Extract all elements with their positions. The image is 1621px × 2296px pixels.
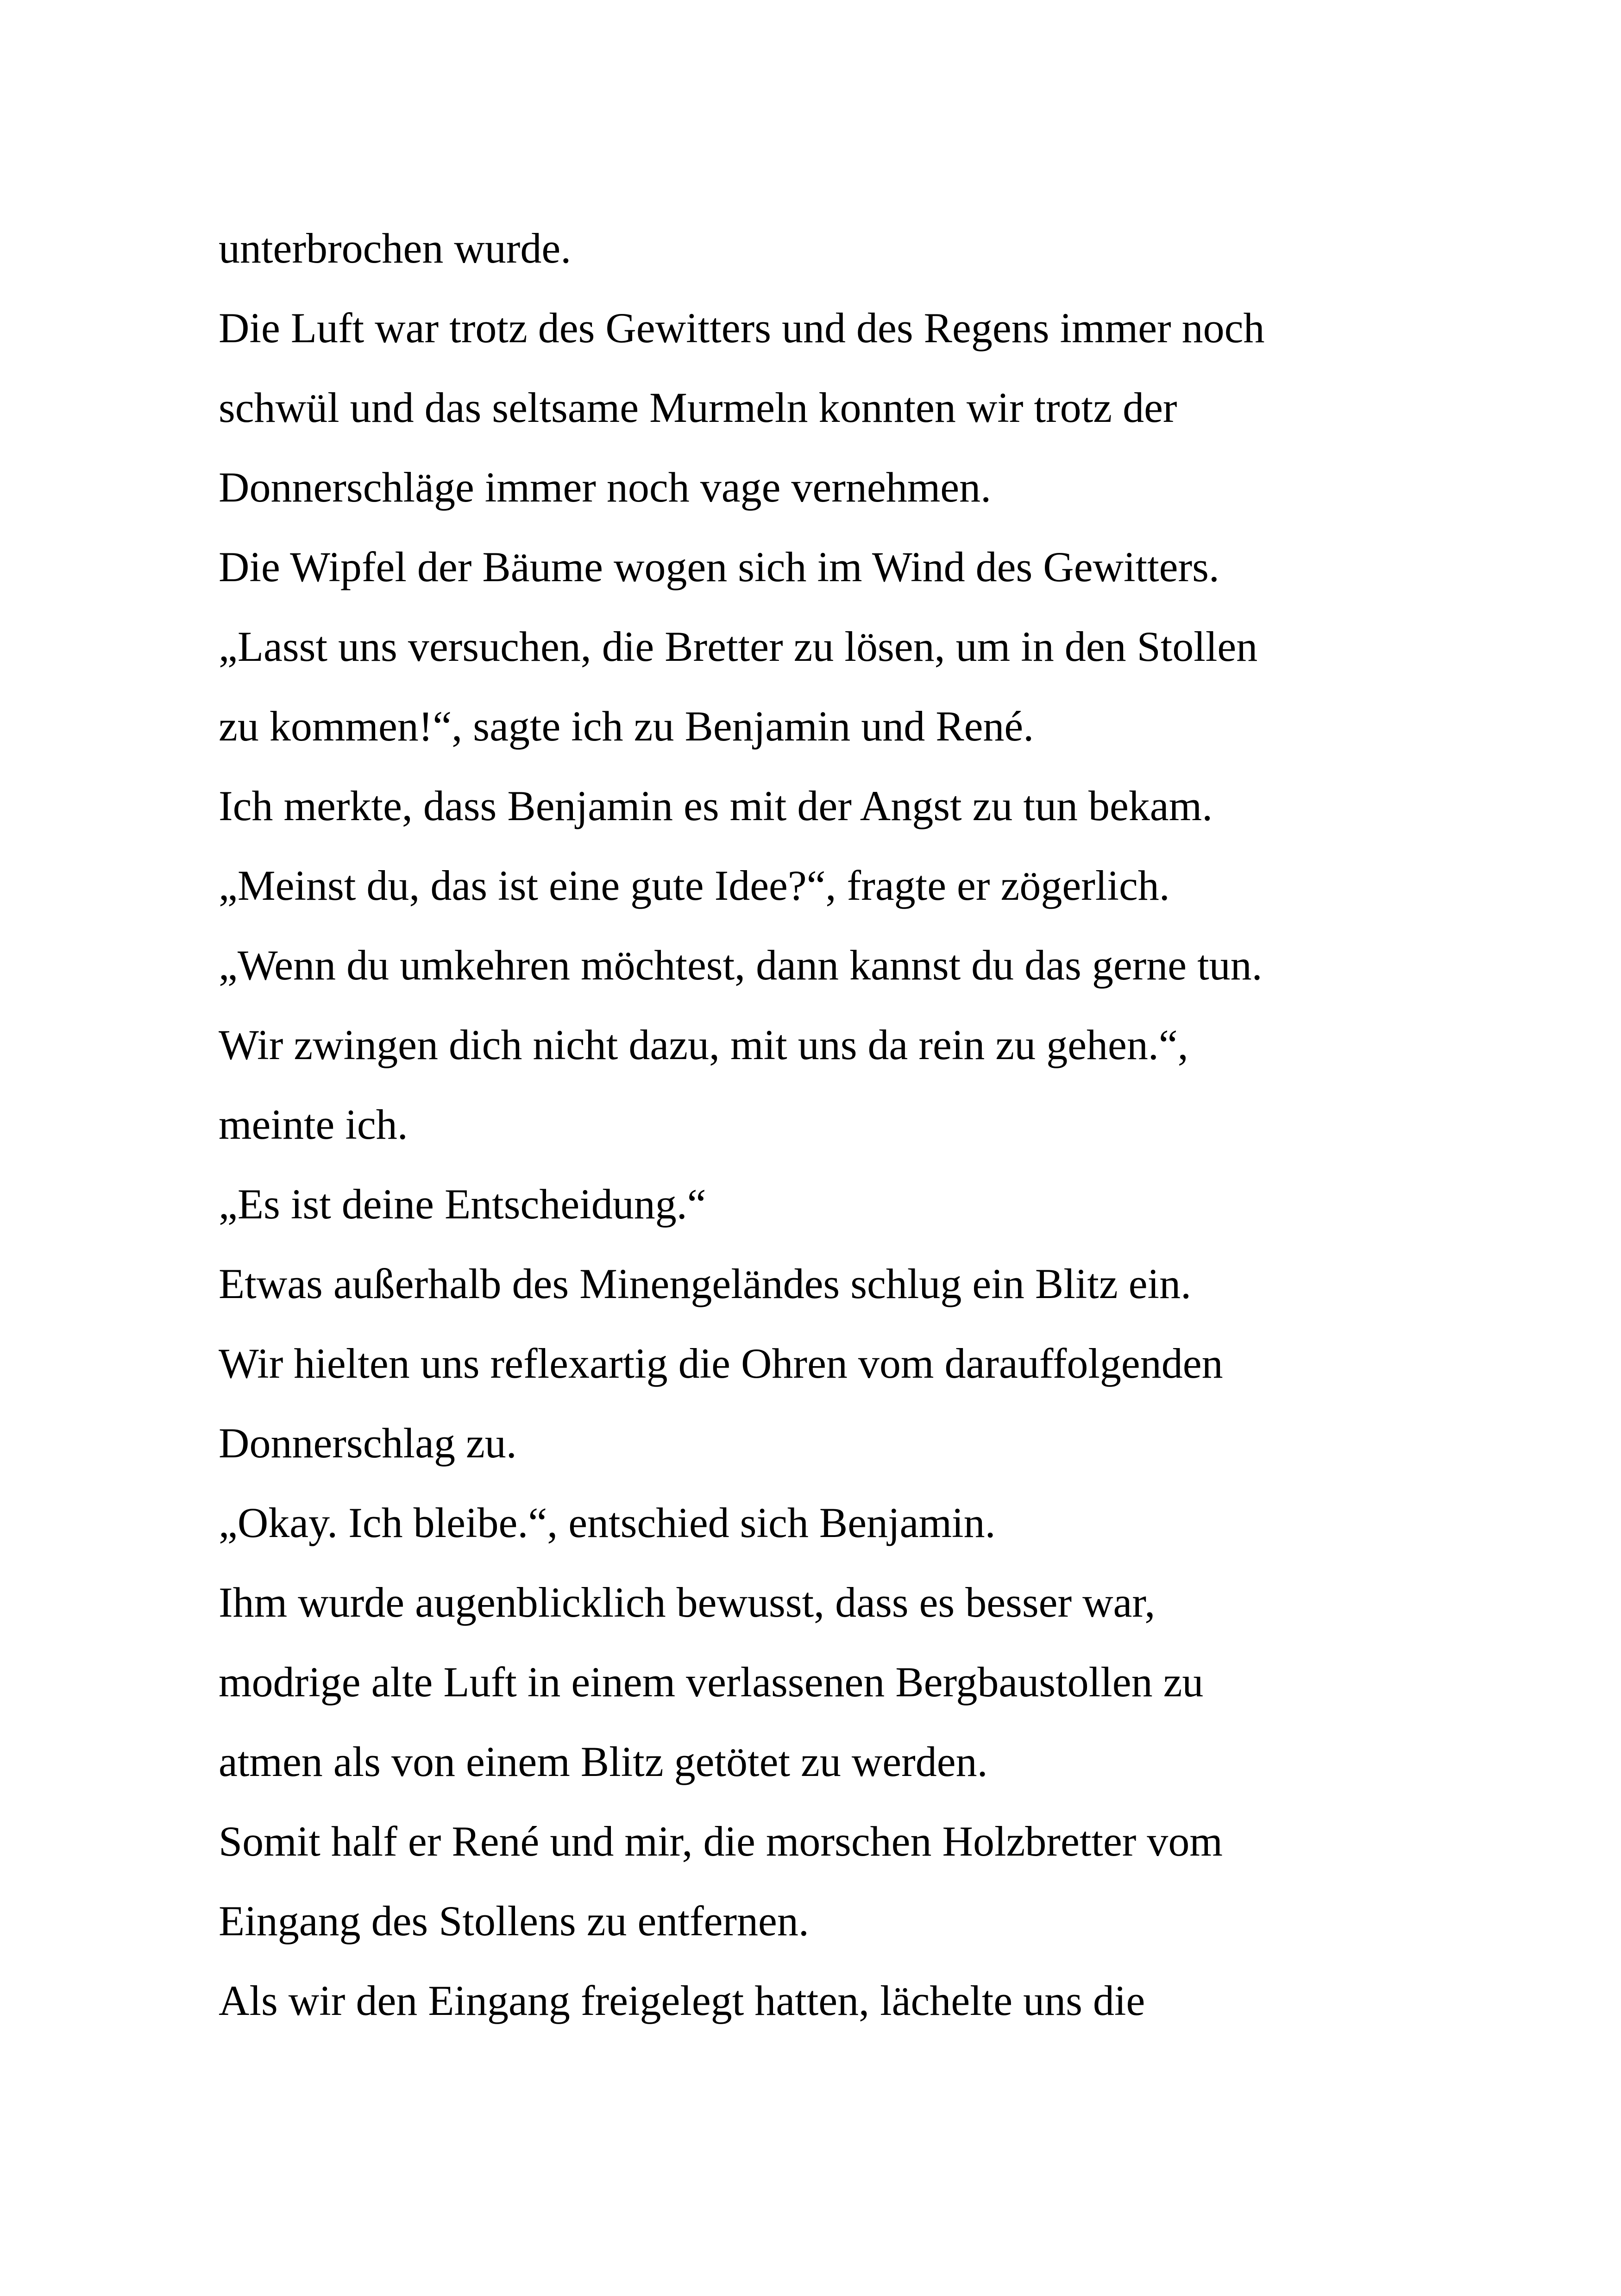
text-line: modrige alte Luft in einem verlassenen Bergbaustollen zu xyxy=(219,1658,1204,1706)
text-line: Die Wipfel der Bäume wogen sich im Wind des Gewitters. xyxy=(219,543,1219,590)
text-line: Ich merkte, dass Benjamin es mit der Angst zu tun bekam. xyxy=(219,782,1213,829)
text-line: Etwas außerhalb des Minengeländes schlug ein Blitz ein. xyxy=(219,1260,1192,1307)
text-line: unterbrochen wurde. xyxy=(219,225,572,272)
text-line: „Es ist deine Entscheidung.“ xyxy=(219,1180,706,1228)
text-line: Eingang des Stollens zu entfernen. xyxy=(219,1897,809,1945)
text-line: Donnerschläge immer noch vage vernehmen. xyxy=(219,464,992,511)
text-line: Die Luft war trotz des Gewitters und des Regens immer noch xyxy=(219,304,1265,351)
body-text xyxy=(219,208,1469,2040)
text-line: Donnerschlag zu. xyxy=(219,1419,517,1467)
text-line: zu kommen!“, sagte ich zu Benjamin und René. xyxy=(219,703,1034,750)
text-line: meinte ich. xyxy=(219,1101,408,1148)
text-line: „Lasst uns versuchen, die Bretter zu lösen, um in den Stollen xyxy=(219,623,1258,670)
text-line: „Meinst du, das ist eine gute Idee?“, fragte er zögerlich. xyxy=(219,862,1170,909)
text-line: „Okay. Ich bleibe.“, entschied sich Benjamin. xyxy=(219,1499,996,1546)
text-line: „Wenn du umkehren möchtest, dann kannst du das gerne tun. xyxy=(219,941,1263,989)
text-line: Ihm wurde augenblicklich bewusst, dass es besser war, xyxy=(219,1579,1156,1626)
text-line: Somit half er René und mir, die morschen Holzbretter vom xyxy=(219,1818,1223,1865)
text-line: atmen als von einem Blitz getötet zu werden. xyxy=(219,1738,988,1785)
text-line: schwül und das seltsame Murmeln konnten wir trotz der xyxy=(219,384,1177,431)
text-line: Wir hielten uns reflexartig die Ohren vom darauffolgenden xyxy=(219,1340,1223,1387)
text-line: Wir zwingen dich nicht dazu, mit uns da rein zu gehen.“, xyxy=(219,1021,1188,1068)
text-line: Als wir den Eingang freigelegt hatten, lächelte uns die xyxy=(219,1977,1145,2024)
